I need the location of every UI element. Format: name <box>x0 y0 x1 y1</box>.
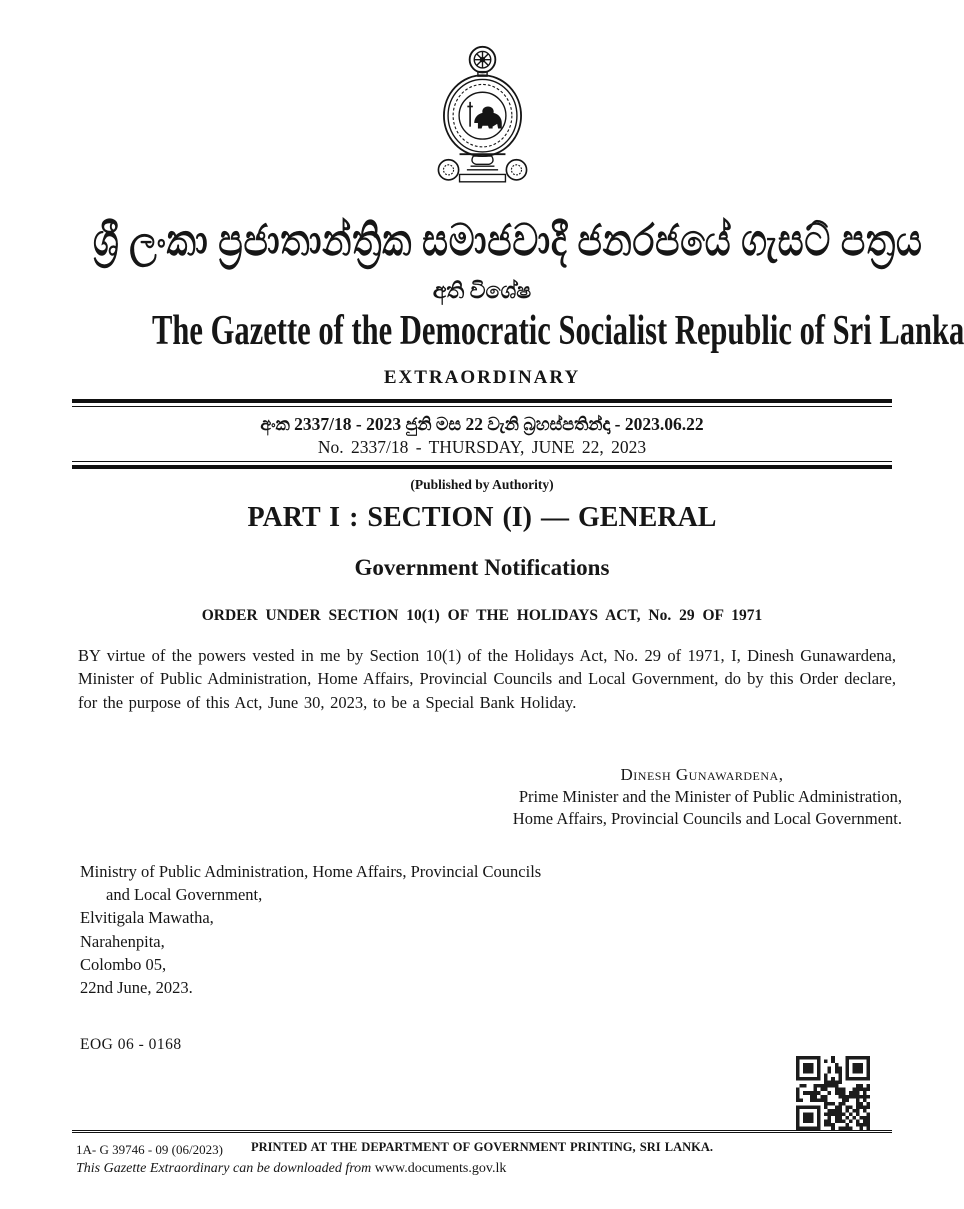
category-heading: Government Notifications <box>354 555 610 580</box>
address-line: Elvitigala Mawatha, <box>80 908 214 928</box>
print-code: 1A- G 39746 - 09 (06/2023) <box>76 1142 223 1157</box>
gazette-subtitle-sinhala: අති විශේෂ <box>432 278 532 303</box>
issue-line-english: No. 2337/18 - THURSDAY, JUNE 22, 2023 <box>317 437 647 457</box>
edition-label: EXTRAORDINARY <box>383 367 581 388</box>
printed-at: PRINTED AT THE DEPARTMENT OF GOVERNMENT PRINTING, SRI LANKA. <box>250 1140 714 1154</box>
signatory-name: Dinesh Gunawardena, <box>620 764 784 784</box>
issue-rule-bottom <box>72 461 892 469</box>
gazette-title-sinhala-row <box>0 208 964 274</box>
signature-block <box>502 764 902 829</box>
ministry-address <box>80 860 964 1000</box>
order-paragraph: BY virtue of the powers vested in me by Section 10(1) of the Holidays Act, No. 29 of 1971, I, Dinesh Gunawardena, Minister of Public Administration, Home Affairs, Provincial Councils and Local Government, do by this Order declare, for the purpose of this Act, June 30, 2023, to be a Special Bank Holiday. <box>78 646 896 712</box>
doc-code: EOG 06 - 0168 <box>80 1035 182 1053</box>
gazette-title-sinhala: ශ්‍රී ලංකා ප්‍රජාතාන්ත්‍රික සමාජවාදී ජනරජයේ ගැසට් පත්‍රය <box>92 216 923 265</box>
masthead <box>0 0 964 196</box>
part-heading: PART I : SECTION (I) — GENERAL <box>247 502 717 533</box>
download-note-row <box>72 1161 892 1177</box>
footer-print-row <box>72 1140 892 1157</box>
address-line: Narahenpita, <box>80 931 165 951</box>
signatory-title-line-2: Home Affairs, Provincial Councils and Local Government. <box>512 808 902 828</box>
footer-rule <box>72 1130 892 1133</box>
issue-line-sinhala-row <box>0 411 964 437</box>
signatory-title-line-1: Prime Minister and the Minister of Public Administration, <box>518 786 902 806</box>
sri-lanka-emblem-icon <box>432 178 533 195</box>
address-line: 22nd June, 2023. <box>80 978 193 998</box>
address-line: Colombo 05, <box>80 955 167 975</box>
address-line: and Local Government, <box>106 885 263 905</box>
gazette-title-english: The Gazette of the Democratic Socialist Republic of Sri Lanka <box>152 308 964 354</box>
issue-line-sinhala: අංක 2337/18 - 2023 ජුනි මස 22 වැනි බ්‍රහස්පතින්දා - 2023.06.22 <box>260 414 704 434</box>
gazette-title-english-row <box>0 308 964 354</box>
footer <box>72 1130 892 1177</box>
order-heading: ORDER UNDER SECTION 10(1) OF THE HOLIDAYS ACT, No. 29 OF 1971 <box>201 607 763 624</box>
issue-rule-top <box>72 399 892 407</box>
download-url: www.documents.gov.lk <box>374 1161 507 1176</box>
download-note: This Gazette Extraordinary can be downloaded from <box>76 1161 372 1176</box>
published-by-authority: (Published by Authority) <box>410 477 554 492</box>
gazette-subtitle-sinhala-row <box>0 276 964 306</box>
qr-code <box>796 1056 870 1130</box>
address-line: Ministry of Public Administration, Home Affairs, Provincial Councils <box>80 861 542 881</box>
